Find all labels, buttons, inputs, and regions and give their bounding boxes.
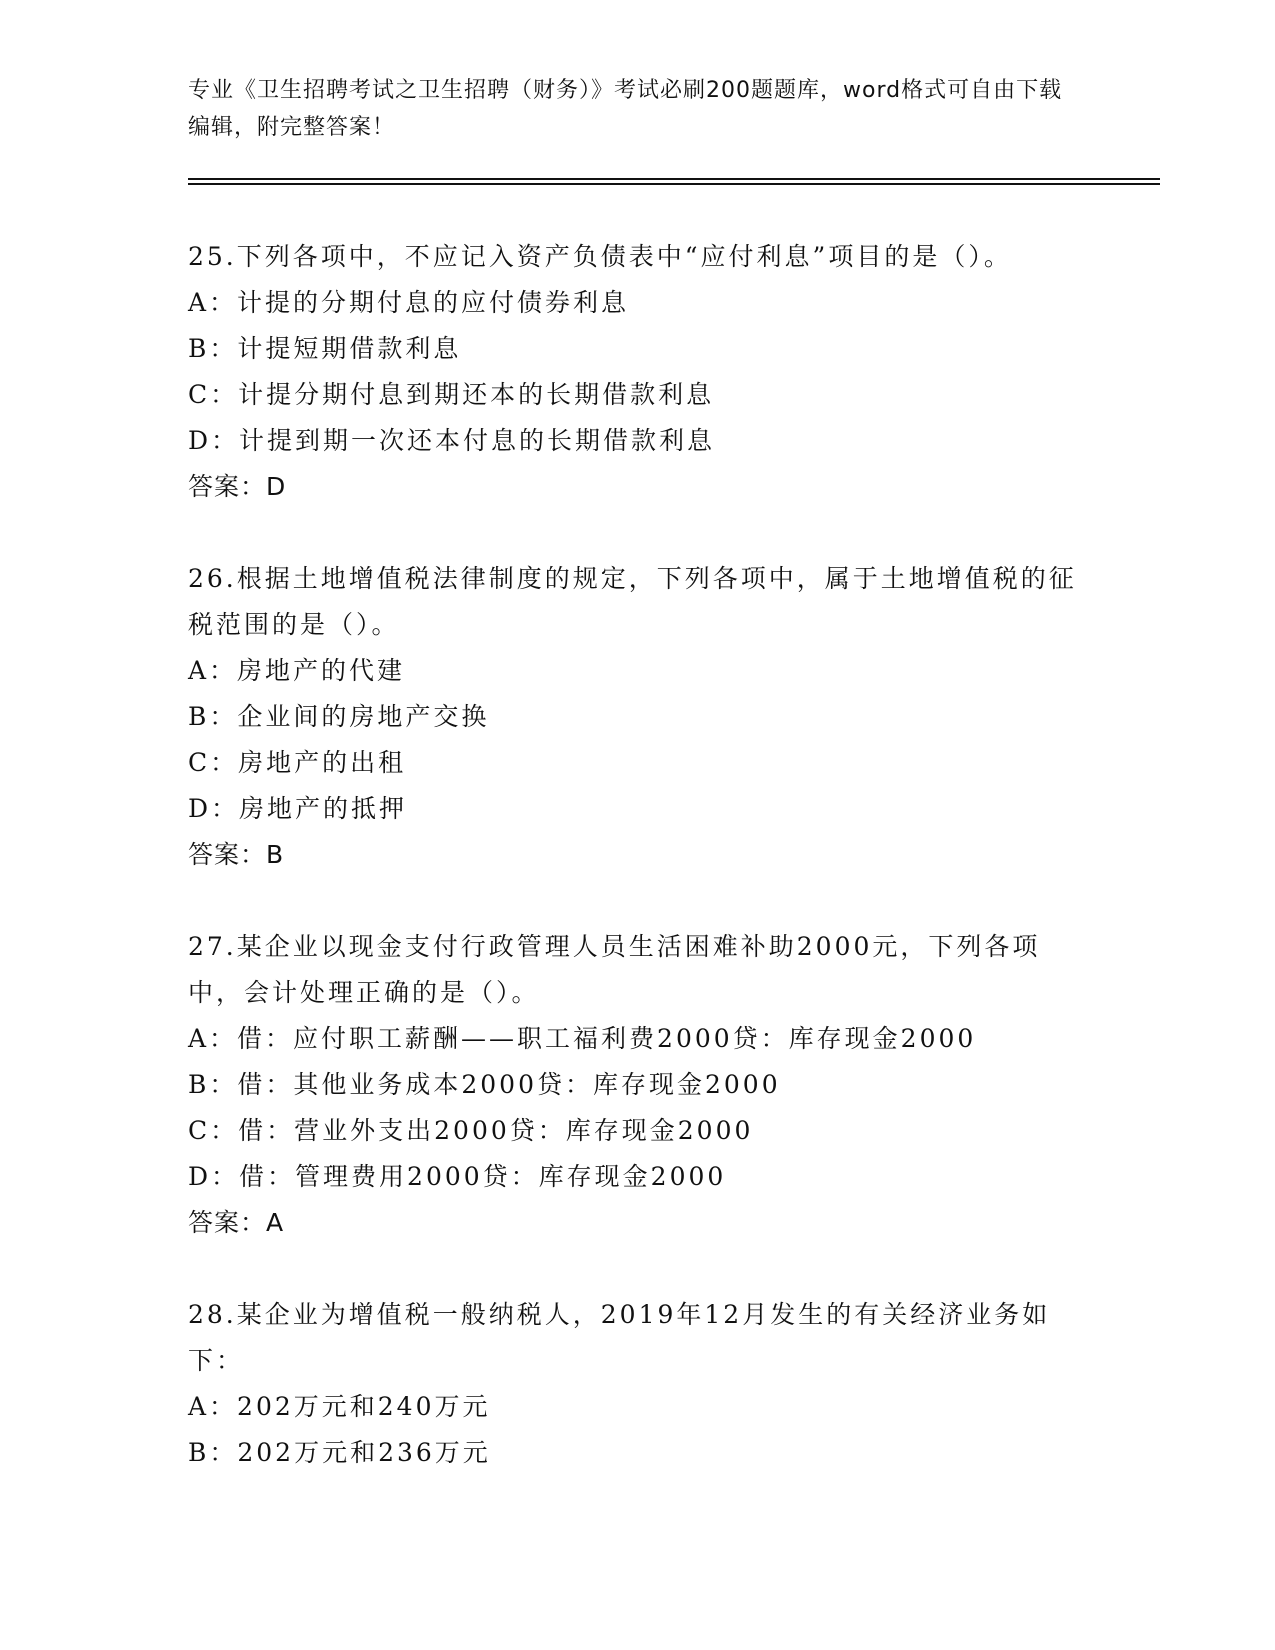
question-text: 25.下列各项中，不应记入资产负债表中“应付利息”项目的是（）。: [188, 242, 1012, 271]
option-c: C：借：营业外支出2000贷：库存现金2000: [188, 1116, 754, 1145]
option-a: A：借：应付职工薪酬——职工福利费2000贷：库存现金2000: [188, 1024, 977, 1053]
answer: 答案：A: [188, 1208, 285, 1237]
header-divider-top: [188, 178, 1160, 180]
question-text: 28.某企业为增值税一般纳税人，2019年12月发生的有关经济业务如下：: [188, 1300, 1051, 1375]
answer: 答案：D: [188, 472, 287, 501]
question-25: [188, 234, 1088, 510]
question-text: 26.根据土地增值税法律制度的规定，下列各项中，属于土地增值税的征税范围的是（）。: [188, 564, 1077, 639]
option-b: B：202万元和236万元: [188, 1438, 491, 1467]
option-c: C：房地产的出租: [188, 748, 407, 777]
option-b: B：借：其他业务成本2000贷：库存现金2000: [188, 1070, 781, 1099]
option-d: D：房地产的抵押: [188, 794, 408, 823]
option-a: A：房地产的代建: [188, 656, 406, 685]
question-26: [188, 556, 1088, 878]
header-divider-bottom: [188, 183, 1160, 185]
answer: 答案：B: [188, 840, 285, 869]
option-d: D：计提到期一次还本付息的长期借款利息: [188, 426, 716, 455]
option-b: B：企业间的房地产交换: [188, 702, 490, 731]
question-text: 27.某企业以现金支付行政管理人员生活困难补助2000元，下列各项中，会计处理正确的是（）。: [188, 932, 1041, 1007]
question-27: [188, 924, 1088, 1246]
option-a: A：计提的分期付息的应付债券利息: [188, 288, 630, 317]
option-a: A：202万元和240万元: [188, 1392, 491, 1421]
option-b: B：计提短期借款利息: [188, 334, 462, 363]
question-28: [188, 1292, 1088, 1476]
option-c: C：计提分期付息到期还本的长期借款利息: [188, 380, 715, 409]
option-d: D：借：管理费用2000贷：库存现金2000: [188, 1162, 727, 1191]
document-header: 专业《卫生招聘考试之卫生招聘（财务）》考试必刷200题题库，word格式可自由下载编辑，附完整答案！: [188, 78, 1063, 140]
question-list: [188, 234, 1088, 1522]
